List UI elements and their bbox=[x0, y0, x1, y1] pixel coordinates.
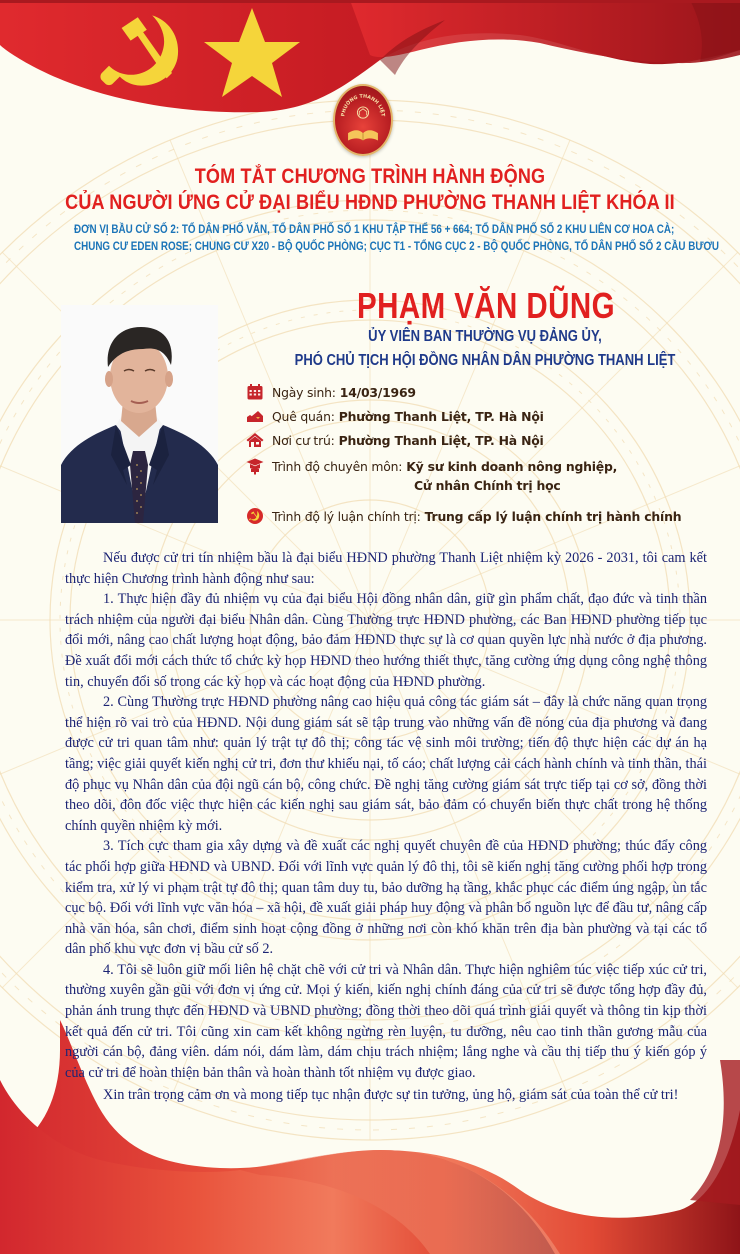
program-item-4: 4. Tôi sẽ luôn giữ mối liên hệ chặt chẽ với cử tri và Nhân dân. Thực hiện nghiêm túc việc tiếp xúc cử tri, thường xuyên gần gũi với đơn vị ứng cử. Mọi ý kiến, kiến nghị chính đáng của cử tri sẽ được tổng hợp đầy đủ, phản ánh trung thực đến HĐND và UBND phường; đồng thời theo dõi quá trình giải quyết và thông tin kịp thời kết quả đến cử tri. Tôi cũng xin cam kết không ngừng rèn luyện, tu dưỡng, nêu cao tinh thần gương mẫu của người cán bộ, đảng viên. dám nói, dám làm, dám chịu trách nhiệm; lắng nghe và cầu thị tiếp thu ý kiến góp ý của cử tri để hoàn thiện bản thân và hoàn thành tốt nhiệm vụ được giao. bbox=[65, 961, 707, 1081]
info-label: Nơi cư trú: bbox=[272, 432, 335, 448]
party-badge-icon bbox=[246, 507, 264, 525]
info-hometown bbox=[246, 405, 544, 427]
house-icon bbox=[246, 431, 264, 449]
program-intro: Nếu được cử tri tín nhiệm bầu là đại biểu HĐND phường Thanh Liệt nhiệm kỳ 2026 - 2031, tôi cam kết thực hiện Chương trình hành động như sau: bbox=[65, 550, 707, 587]
info-political-theory bbox=[246, 505, 681, 527]
info-value: Phường Thanh Liệt, TP. Hà Nội bbox=[338, 408, 544, 424]
svg-text:PHƯỜNG THANH LIỆT bbox=[340, 93, 387, 117]
electoral-unit-line-2: CHUNG CƯ EDEN ROSE; CHUNG CƯ X20 - BỘ QUỐC PHÒNG; CỤC T1 - TỔNG CỤC 2 - BỘ QUỐC PHÒNG, TỔ DÂN PHỐ SỐ 2 CẦU BƯƠU bbox=[74, 239, 720, 253]
info-birthdate bbox=[246, 381, 416, 403]
info-education-continued: Cử nhân Chính trị học bbox=[414, 478, 561, 493]
info-value: 14/03/1969 bbox=[339, 384, 416, 400]
hometown-icon bbox=[246, 407, 264, 425]
info-education bbox=[246, 455, 617, 477]
info-label: Trình độ lý luận chính trị: bbox=[272, 508, 421, 524]
title-line-2: CỦA NGƯỜI ỨNG CỬ ĐẠI BIỂU HĐND PHƯỜNG THANH LIỆT KHÓA II bbox=[65, 191, 675, 214]
title-block bbox=[0, 164, 740, 255]
program-closing: Xin trân trọng cảm ơn và mong tiếp tục nhận được sự tin tưởng, ủng hộ, giám sát của toàn thể cử tri! bbox=[103, 1087, 679, 1104]
electoral-unit-line-1: ĐƠN VỊ BẦU CỬ SỐ 2: TỔ DÂN PHỐ VĂN, TỔ DÂN PHỐ SỐ 1 KHU TẬP THỂ 56 + 664; TỔ DÂN PHỐ SỐ 2 KHU LIÊN CƠ HOA CÀ; bbox=[74, 222, 675, 236]
emblem-text: PHƯỜNG THANH LIỆT bbox=[340, 93, 386, 117]
info-label: Quê quán: bbox=[272, 408, 335, 424]
info-label: Trình độ chuyên môn: bbox=[272, 458, 403, 474]
info-value: Phường Thanh Liệt, TP. Hà Nội bbox=[338, 432, 544, 448]
candidate-position-2: PHÓ CHỦ TỊCH HỘI ĐỒNG NHÂN DÂN PHƯỜNG THANH LIỆT bbox=[294, 352, 676, 369]
info-residence bbox=[246, 429, 544, 451]
program-item-1: 1. Thực hiện đầy đủ nhiệm vụ của đại biểu Hội đồng nhân dân, giữ gìn phẩm chất, đạo đức và tinh thần trách nhiệm của người đại biểu Nhân dân. Cùng Thường trực HĐND phường, các Ban HĐND phường tiếp tục đổi mới, nâng cao chất lượng hoạt động, bảo đảm HĐND thực sự là cơ quan quyền lực nhà nước ở địa phương. Đề xuất đổi mới cách thức tổ chức kỳ họp HĐND theo hướng thiết thực, tăng cường ứng dụng công nghệ thông tin, chuyển đổi số trong các kỳ họp và các hoạt động của HĐND phường. bbox=[65, 591, 707, 690]
graduation-cap-icon bbox=[246, 457, 264, 475]
phuong-thanh-liet-emblem bbox=[333, 84, 393, 156]
title-line-1: TÓM TẮT CHƯƠNG TRÌNH HÀNH ĐỘNG bbox=[194, 165, 546, 188]
candidate-portrait bbox=[61, 305, 218, 523]
candidate-position-1: ỦY VIÊN BAN THƯỜNG VỤ ĐẢNG ỦY, bbox=[368, 328, 602, 345]
program-item-2: 2. Cùng Thường trực HĐND phường nâng cao hiệu quả công tác giám sát – đây là chức năng quan trọng thể hiện rõ vai trò của HĐND. Nội dung giám sát sẽ tập trung vào những vấn đề nóng của địa phương và đang được cử tri quan tâm như: quản lý trật tự đô thị; công tác vệ sinh môi trường; tiến độ thực hiện các dự án hạ tầng; việc giải quyết kiến nghị cử tri, đơn thư khiếu nại, tố cáo; chất lượng cải cách hành chính và tinh thần, thái độ phục vụ Nhân dân của đội ngũ cán bộ, công chức. Đề nghị tăng cường giám sát trực tiếp tại cơ sở, đồng thời theo dõi, đôn đốc việc thực hiện các kiến nghị sau giám sát, bảo đảm có chuyển biến thực chất trong hệ thống chính quyền nhiệm kỳ mới. bbox=[65, 694, 707, 834]
book-emblem-icon bbox=[348, 130, 378, 140]
program-item-3: 3. Tích cực tham gia xây dựng và đề xuất các nghị quyết chuyên đề của HĐND phường; thúc đẩy công tác phối hợp giữa HĐND và UBND. Đối với lĩnh vực quản lý đô thị, tôi sẽ kiến nghị tăng cường phối hợp trong kiểm tra, xử lý vi phạm trật tự đô thị; quan tâm duy tu, bảo dưỡng hạ tầng, khắc phục các điểm úng ngập, ùn tắc cục bộ. Đối với lĩnh vực văn hóa – xã hội, đề xuất giải pháp huy động và phân bổ nguồn lực để đầu tư, nâng cấp nhà văn hóa, sân chơi, điểm sinh hoạt cộng đồng ở những nơi còn khó khăn trên địa bàn phường và tại các tổ dân phố khu vực đơn vị bầu cử số 2. bbox=[65, 838, 707, 958]
info-value: Kỹ sư kinh doanh nông nghiệp, bbox=[406, 458, 618, 474]
candidate-name: PHẠM VĂN DŨNG bbox=[357, 285, 615, 326]
info-value: Trung cấp lý luận chính trị hành chính bbox=[424, 508, 682, 524]
info-label: Ngày sinh: bbox=[272, 384, 336, 400]
calendar-icon bbox=[246, 383, 264, 401]
action-program bbox=[65, 548, 707, 1106]
